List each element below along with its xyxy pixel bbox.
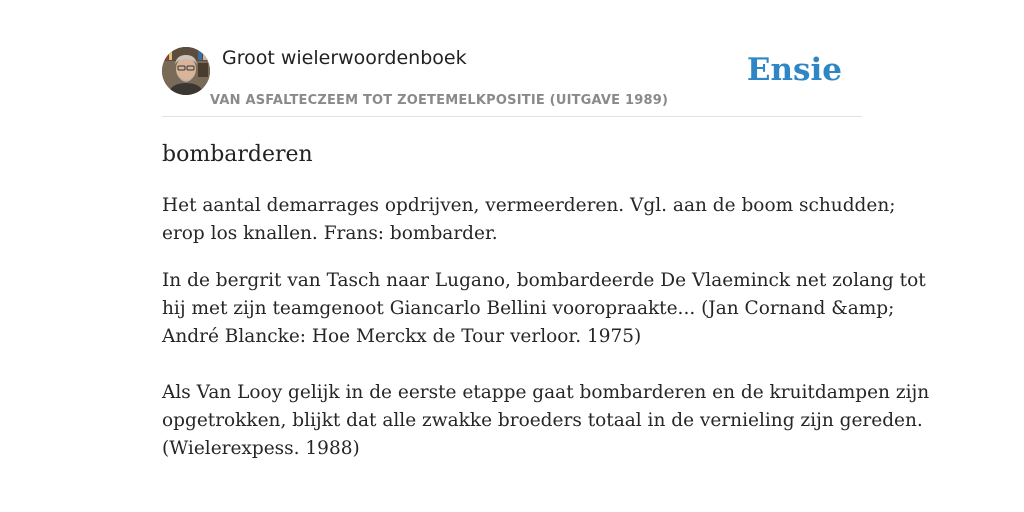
- ensie-logo[interactable]: Ensie: [746, 52, 842, 88]
- quote-1: [162, 267, 926, 351]
- quote-2: [162, 379, 930, 463]
- quote-line: André Blancke: Hoe Merckx de Tour verloor. 1975): [162, 326, 642, 347]
- definition-line: erop los knallen. Frans: bombarder.: [162, 223, 498, 244]
- entry-body: [162, 192, 930, 482]
- quote-line: opgetrokken, blijkt dat alle zwakke broeders totaal in de vernieling zijn gereden.: [162, 410, 923, 431]
- source-header: [162, 46, 862, 117]
- quote-line: In de bergrit van Tasch naar Lugano, bombardeerde De Vlaeminck net zolang tot: [162, 270, 926, 291]
- quote-line: hij met zijn teamgenoot Giancarlo Bellini vooropraakte... (Jan Cornand &amp;: [162, 298, 895, 319]
- quote-line: (Wielerexpess. 1988): [162, 438, 360, 459]
- book-title[interactable]: Groot wielerwoordenboek: [222, 47, 467, 69]
- definition: [162, 192, 896, 248]
- author-avatar: [162, 47, 210, 95]
- author-portrait-icon: [162, 47, 210, 95]
- entry-term: bombarderen: [162, 142, 313, 167]
- definition-line: Het aantal demarrages opdrijven, vermeerderen. Vgl. aan de boom schudden;: [162, 195, 896, 216]
- quote-line: Als Van Looy gelijk in de eerste etappe gaat bombarderen en de kruitdampen zijn: [162, 382, 930, 403]
- book-subtitle: VAN ASFALTECZEEM TOT ZOETEMELKPOSITIE (UITGAVE 1989): [210, 93, 669, 108]
- entry-card: [162, 0, 930, 512]
